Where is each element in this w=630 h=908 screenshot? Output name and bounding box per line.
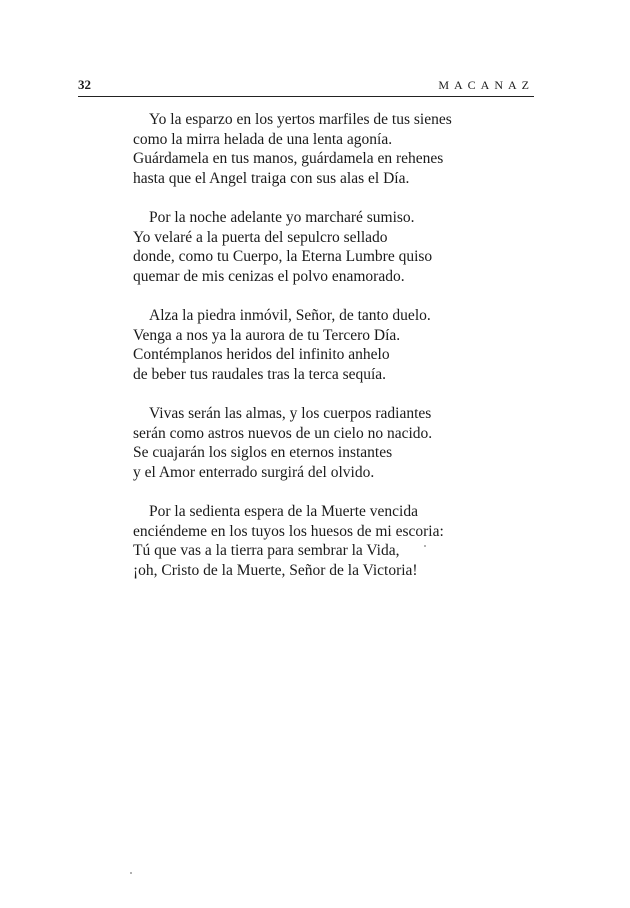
header-rule	[78, 96, 534, 97]
verse-line: enciéndeme en los tuyos los huesos de mi escoria:	[133, 522, 444, 540]
stanza	[133, 208, 533, 286]
verse-line: ¡oh, Cristo de la Muerte, Señor de la Victoria!	[133, 561, 418, 579]
poem	[133, 110, 533, 600]
stanza	[133, 306, 533, 384]
verse-line: Alza la piedra inmóvil, Señor, de tanto duelo.	[149, 307, 431, 324]
verse-line: Tú que vas a la tierra para sembrar la Vida,	[133, 542, 400, 559]
print-speck	[424, 545, 426, 547]
stanza	[133, 404, 533, 482]
verse-line: Se cuajarán los siglos en eternos instantes	[133, 444, 393, 461]
verse-line: Contémplanos heridos del infinito anhelo	[133, 346, 390, 363]
verse-line: Por la sedienta espera de la Muerte vencida	[149, 503, 418, 520]
verse-line: como la mirra helada de una lenta agonía.	[133, 130, 393, 148]
verse-line: hasta que el Angel traiga con sus alas el Día.	[133, 169, 410, 187]
verse-line: Guárdamela en tus manos, guárdamela en rehenes	[133, 150, 444, 167]
verse-line: Vivas serán las almas, y los cuerpos radiantes	[149, 405, 432, 422]
verse-line: Yo la esparzo en los yertos marfiles de tus sienes	[149, 111, 452, 128]
verse-line: Yo velaré a la puerta del sepulcro sellado	[133, 228, 388, 246]
verse-line: quemar de mis cenizas el polvo enamorado.	[133, 267, 405, 285]
running-head: MACANAZ	[438, 78, 534, 92]
page-header	[78, 76, 534, 96]
verse-line: Venga a nos ya la aurora de tu Tercero Día.	[133, 326, 401, 344]
stanza	[133, 110, 533, 188]
stanza	[133, 502, 533, 580]
print-speck	[130, 872, 132, 874]
page-number: 32	[78, 77, 91, 92]
verse-line: y el Amor enterrado surgirá del olvido.	[133, 463, 375, 481]
verse-line: de beber tus raudales tras la terca sequía.	[133, 365, 387, 383]
verse-line: serán como astros nuevos de un cielo no nacido.	[133, 424, 433, 442]
verse-line: donde, como tu Cuerpo, la Eterna Lumbre quiso	[133, 248, 433, 265]
verse-line: Por la noche adelante yo marcharé sumiso.	[149, 209, 415, 226]
